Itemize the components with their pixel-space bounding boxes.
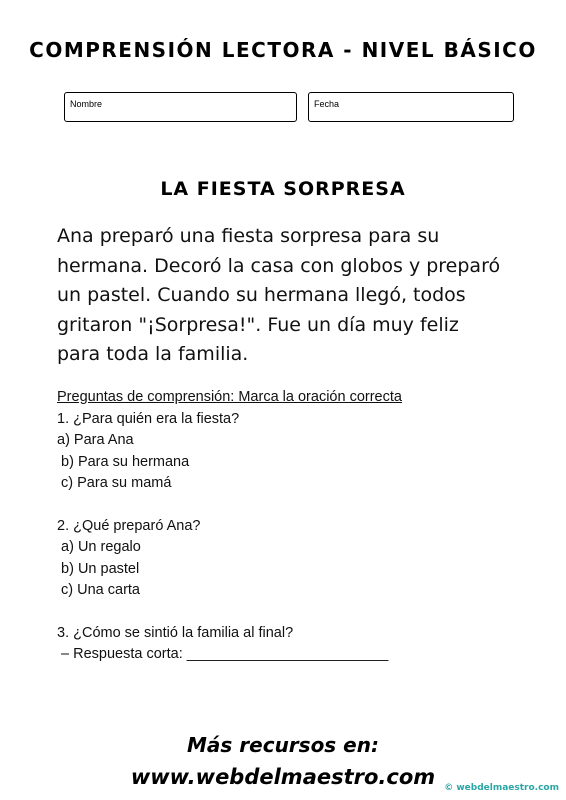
questions-section [57, 387, 527, 666]
question-1-option-a[interactable]: a) Para Ana [57, 432, 134, 448]
questions-heading: Preguntas de comprensión: Marca la oración correcta [57, 389, 402, 405]
question-1: 1. ¿Para quién era la fiesta? [57, 410, 240, 427]
page-title: COMPRENSIÓN LECTORA - NIVEL BÁSICO [29, 38, 537, 62]
question-3: 3. ¿Cómo se sintió la familia al final? [57, 624, 294, 641]
date-field[interactable] [308, 92, 514, 122]
question-2: 2. ¿Qué preparó Ana? [57, 517, 201, 534]
story-line: Ana preparó una fiesta sorpresa para su [57, 225, 440, 247]
story-line: para toda la familia. [57, 343, 249, 365]
question-1-option-b[interactable]: b) Para su hermana [57, 453, 190, 470]
question-2-option-a[interactable]: a) Un regalo [57, 539, 141, 555]
story-line: un pastel. Cuando su hermana llegó, todos [57, 284, 466, 306]
question-1-option-c[interactable]: c) Para su mamá [57, 475, 172, 491]
spacer [57, 495, 527, 516]
name-field[interactable] [64, 92, 297, 122]
story-line: gritaron "¡Sorpresa!". Fue un día muy feliz [57, 313, 459, 336]
date-label: Fecha [314, 99, 340, 109]
more-resources-text: Más recursos en: [187, 733, 379, 757]
short-answer-line[interactable]: – Respuesta corta: _________________________ [57, 646, 389, 662]
copyright-notice: © webdelmaestro.com [444, 783, 559, 793]
story-line: hermana. Decoró la casa con globos y preparó [57, 254, 501, 277]
question-2-option-b[interactable]: b) Un pastel [57, 560, 140, 577]
website-link[interactable]: www.webdelmaestro.com [130, 765, 436, 789]
name-label: Nombre [70, 99, 103, 109]
spacer [57, 602, 527, 623]
story-text [57, 222, 527, 370]
question-2-option-c[interactable]: c) Una carta [57, 582, 140, 598]
story-title: LA FIESTA SORPRESA [160, 178, 406, 200]
